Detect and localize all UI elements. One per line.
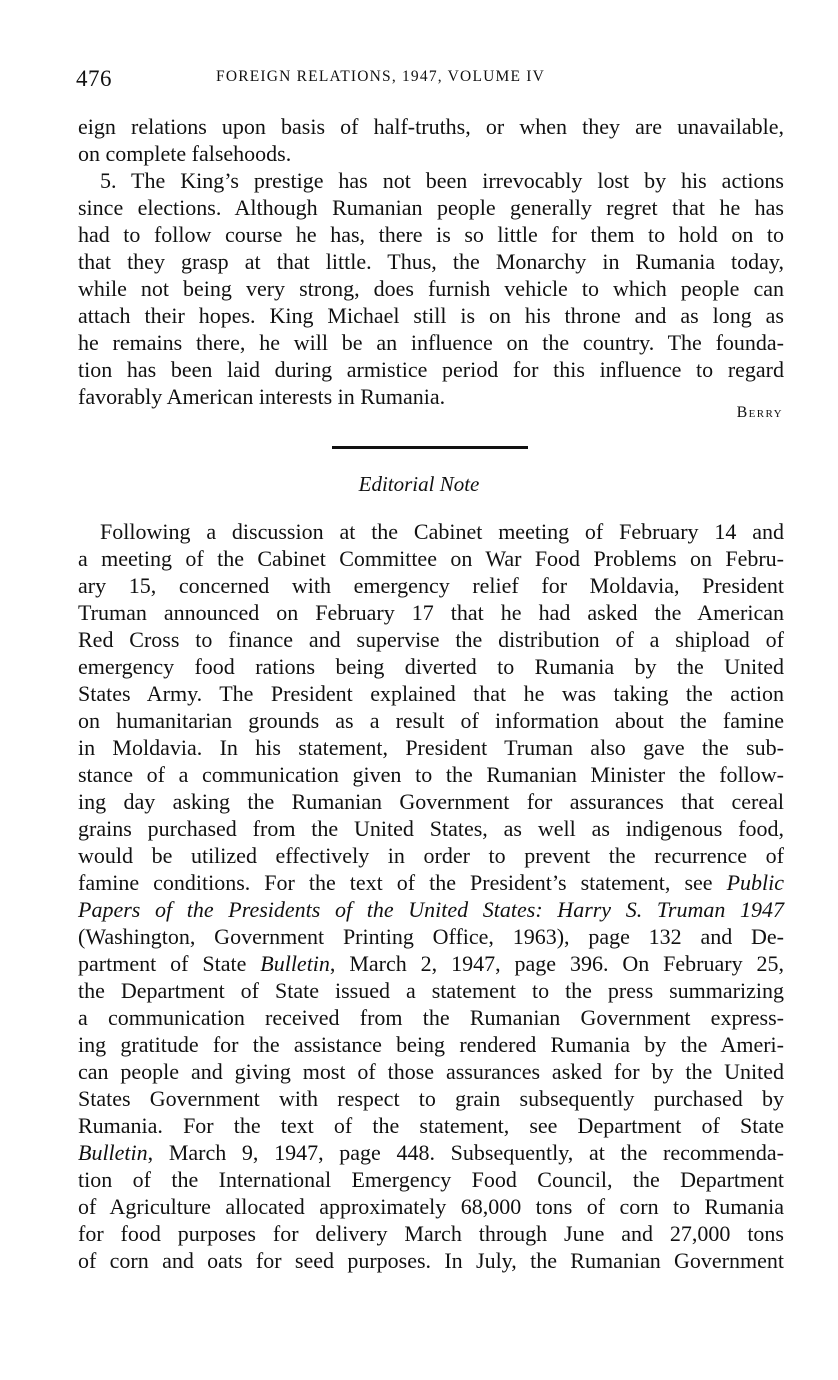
text-line: ary 15, concerned with emergency relief for Moldavia, President xyxy=(78,573,784,598)
text-line: would be utilized effectively in order to prevent the recurrence of xyxy=(78,843,784,868)
text-line: can people and giving most of those assurances asked for by the United xyxy=(78,1059,784,1084)
text-run: , March 9, 1947, page 448. Subsequently, at the recommenda- xyxy=(147,1140,784,1165)
text-line: a communication received from the Rumanian Government express- xyxy=(78,1005,784,1030)
text-line: grains purchased from the United States, as well as indigenous food, xyxy=(78,816,784,841)
text-line: since elections. Although Rumanian people generally regret that he has xyxy=(78,195,784,220)
text-line: Following a discussion at the Cabinet meeting of February 14 and xyxy=(100,519,784,544)
text-line: Rumania. For the text of the statement, see Department of State xyxy=(78,1113,784,1138)
text-line: a meeting of the Cabinet Committee on War Food Problems on Febru- xyxy=(78,546,784,571)
text-line: ing day asking the Rumanian Government for assurances that cereal xyxy=(78,789,784,814)
publication-title: Bulletin xyxy=(78,1140,148,1165)
text-line: on humanitarian grounds as a result of information about the famine xyxy=(78,708,784,733)
text-run: famine conditions. For the text of the President’s statement, see xyxy=(78,870,713,895)
text-line: while not being very strong, does furnish vehicle to which people can xyxy=(78,276,784,301)
publication-title: Papers of the Presidents of the United States: Harry S. Truman 1947 xyxy=(78,897,784,922)
text-line xyxy=(78,950,784,977)
text-line: of Agriculture allocated approximately 68,000 tons of corn to Rumania xyxy=(78,1194,784,1219)
text-line: attach their hopes. King Michael still is on his throne and as long as xyxy=(78,303,784,328)
section-title: Editorial Note xyxy=(358,472,480,496)
text-line: tion of the International Emergency Food Council, the Department xyxy=(78,1167,784,1192)
text-line: the Department of State issued a statement to the press summarizing xyxy=(78,978,784,1003)
text-line: ing gratitude for the assistance being rendered Rumania by the Ameri- xyxy=(78,1032,784,1057)
text-line: favorably American interests in Rumania. xyxy=(78,384,446,409)
text-line: States Army. The President explained that he was taking the action xyxy=(78,681,784,706)
publication-title: Public xyxy=(726,870,784,895)
text-line xyxy=(78,896,784,923)
text-line: of corn and oats for seed purposes. In July, the Rumanian Government xyxy=(78,1248,784,1273)
text-line xyxy=(78,869,784,896)
signature: Berry xyxy=(736,404,783,421)
text-line: States Government with respect to grain subsequently purchased by xyxy=(78,1086,784,1111)
text-line: eign relations upon basis of half-truths, or when they are unavailable, xyxy=(78,114,784,139)
text-line: Red Cross to finance and supervise the distribution of a shipload of xyxy=(78,627,784,652)
text-line: stance of a communication given to the Rumanian Minister the follow- xyxy=(78,762,784,787)
running-head: FOREIGN RELATIONS, 1947, VOLUME IV xyxy=(216,68,545,85)
text-line: had to follow course he has, there is so little for them to hold on to xyxy=(78,222,784,247)
text-line: he remains there, he will be an influence on the country. The founda- xyxy=(78,330,784,355)
text-line: 5. The King’s prestige has not been irrevocably lost by his actions xyxy=(100,168,784,193)
text-line xyxy=(78,1139,784,1166)
text-line: in Moldavia. In his statement, President Truman also gave the sub- xyxy=(78,735,784,760)
section-divider xyxy=(332,446,528,449)
text-line: tion has been laid during armistice period for this influence to regard xyxy=(78,357,784,382)
text-line: for food purposes for delivery March through June and 27,000 tons xyxy=(78,1221,784,1246)
text-line: (Washington, Government Printing Office, 1963), page 132 and De- xyxy=(78,924,784,949)
text-line: that they grasp at that little. Thus, the Monarchy in Rumania today, xyxy=(78,249,784,274)
text-line: emergency food rations being diverted to Rumania by the United xyxy=(78,654,784,679)
page-header xyxy=(76,66,788,94)
text-run: partment of State xyxy=(78,951,247,976)
publication-title: Bulletin xyxy=(260,951,330,976)
text-line: Truman announced on February 17 that he had asked the American xyxy=(78,600,784,625)
text-line: on complete falsehoods. xyxy=(78,141,292,166)
page-number: 476 xyxy=(76,66,112,91)
text-run: , March 2, 1947, page 396. On February 25, xyxy=(329,951,784,976)
